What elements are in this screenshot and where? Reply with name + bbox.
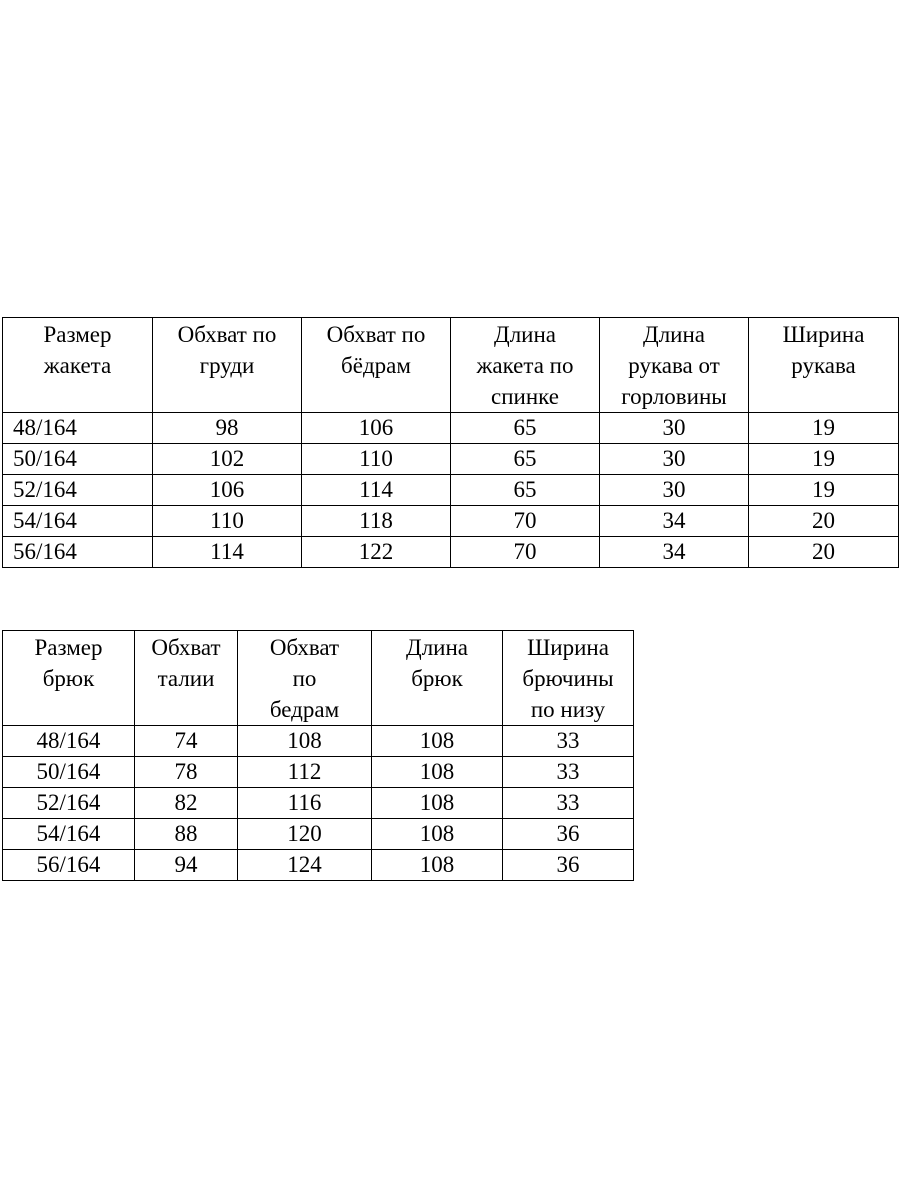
jacket-chest-cell: 98 <box>153 413 302 444</box>
jacket-sleeve-width-cell: 19 <box>749 413 899 444</box>
jacket-back-length-cell: 65 <box>451 444 600 475</box>
jacket-sleeve-width-cell: 19 <box>749 444 899 475</box>
trousers-size-cell: 50/164 <box>3 757 135 788</box>
jacket-back-length-cell: 65 <box>451 413 600 444</box>
trousers-length-cell: 108 <box>372 819 503 850</box>
jacket-chest-cell: 102 <box>153 444 302 475</box>
table-row <box>3 537 899 568</box>
jacket-header-sleeve-width: Ширина рукава <box>749 318 899 413</box>
jacket-header-size: Размер жакета <box>3 318 153 413</box>
table-row <box>3 506 899 537</box>
table-row <box>3 444 899 475</box>
table-row <box>3 726 634 757</box>
trousers-length-cell: 108 <box>372 850 503 881</box>
table-row <box>3 850 634 881</box>
jacket-sleeve-width-cell: 20 <box>749 537 899 568</box>
trousers-waist-cell: 88 <box>135 819 238 850</box>
trousers-waist-cell: 74 <box>135 726 238 757</box>
jacket-size-cell: 54/164 <box>3 506 153 537</box>
table-row <box>3 788 634 819</box>
jacket-hips-cell: 114 <box>302 475 451 506</box>
jacket-back-length-cell: 70 <box>451 506 600 537</box>
table-row <box>3 819 634 850</box>
trousers-size-cell: 56/164 <box>3 850 135 881</box>
trousers-waist-cell: 82 <box>135 788 238 819</box>
jacket-sleeve-width-cell: 19 <box>749 475 899 506</box>
jacket-hips-cell: 118 <box>302 506 451 537</box>
trousers-header-size: Размер брюк <box>3 631 135 726</box>
trousers-size-table <box>2 630 634 881</box>
trousers-header-waist: Обхват талии <box>135 631 238 726</box>
jacket-chest-cell: 110 <box>153 506 302 537</box>
jacket-sleeve-length-cell: 30 <box>600 475 749 506</box>
trousers-hem-width-cell: 33 <box>503 726 634 757</box>
trousers-waist-cell: 78 <box>135 757 238 788</box>
trousers-waist-cell: 94 <box>135 850 238 881</box>
jacket-header-row <box>3 318 899 413</box>
jacket-sleeve-length-cell: 34 <box>600 537 749 568</box>
jacket-sleeve-length-cell: 30 <box>600 444 749 475</box>
trousers-hips-cell: 124 <box>238 850 372 881</box>
trousers-length-cell: 108 <box>372 788 503 819</box>
trousers-size-cell: 52/164 <box>3 788 135 819</box>
trousers-hips-cell: 112 <box>238 757 372 788</box>
jacket-sleeve-length-cell: 34 <box>600 506 749 537</box>
jacket-size-cell: 50/164 <box>3 444 153 475</box>
trousers-hem-width-cell: 33 <box>503 788 634 819</box>
jacket-sleeve-length-cell: 30 <box>600 413 749 444</box>
trousers-header-length: Длина брюк <box>372 631 503 726</box>
trousers-header-hips: Обхват по бедрам <box>238 631 372 726</box>
table-row <box>3 475 899 506</box>
jacket-size-table <box>2 317 899 568</box>
trousers-hem-width-cell: 36 <box>503 819 634 850</box>
jacket-header-back-length: Длина жакета по спинке <box>451 318 600 413</box>
table-row <box>3 757 634 788</box>
jacket-back-length-cell: 70 <box>451 537 600 568</box>
trousers-size-cell: 54/164 <box>3 819 135 850</box>
jacket-hips-cell: 122 <box>302 537 451 568</box>
trousers-hips-cell: 116 <box>238 788 372 819</box>
jacket-size-cell: 52/164 <box>3 475 153 506</box>
jacket-chest-cell: 114 <box>153 537 302 568</box>
table-row <box>3 413 899 444</box>
jacket-header-hips: Обхват по бёдрам <box>302 318 451 413</box>
trousers-length-cell: 108 <box>372 726 503 757</box>
trousers-header-hem-width: Ширина брючины по низу <box>503 631 634 726</box>
jacket-size-cell: 48/164 <box>3 413 153 444</box>
jacket-header-sleeve-length: Длина рукава от горловины <box>600 318 749 413</box>
trousers-length-cell: 108 <box>372 757 503 788</box>
jacket-back-length-cell: 65 <box>451 475 600 506</box>
trousers-hips-cell: 108 <box>238 726 372 757</box>
jacket-hips-cell: 110 <box>302 444 451 475</box>
jacket-size-cell: 56/164 <box>3 537 153 568</box>
jacket-chest-cell: 106 <box>153 475 302 506</box>
trousers-hips-cell: 120 <box>238 819 372 850</box>
jacket-header-chest: Обхват по груди <box>153 318 302 413</box>
jacket-hips-cell: 106 <box>302 413 451 444</box>
trousers-size-cell: 48/164 <box>3 726 135 757</box>
trousers-hem-width-cell: 33 <box>503 757 634 788</box>
jacket-sleeve-width-cell: 20 <box>749 506 899 537</box>
trousers-hem-width-cell: 36 <box>503 850 634 881</box>
trousers-header-row <box>3 631 634 726</box>
